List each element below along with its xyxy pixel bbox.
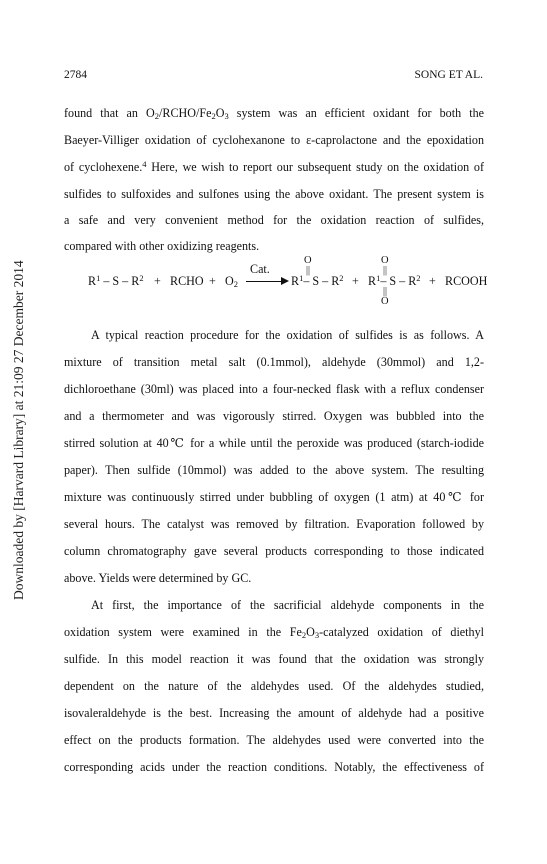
text-line: effect on the products formation. The aldehydes used were converted into the <box>64 733 484 747</box>
text-line: stirred solution at 40℃ for a while until the peroxide was produced (starch-iodide <box>64 436 484 450</box>
text-line: sulfide. In this model reaction it was found that the oxidation was strongly <box>64 652 484 666</box>
sulfone-oxygen-bottom: O <box>381 296 389 307</box>
text-line: compared with other oxidizing reagents. <box>64 239 260 253</box>
download-watermark: Downloaded by [Harvard Library] at 21:09 27 December 2014 <box>11 260 26 600</box>
catalyst-label: Cat. <box>250 262 270 276</box>
text-line: dependent on the nature of the aldehydes used. Of the aldehydes studied, <box>64 679 484 693</box>
text-line: found that an $O_2/RCHO/Fe_2O_3$ system was an efficient oxidant for both the <box>64 106 484 121</box>
text-line: oxidation system were examined in the $Fe_2O_3$-catalyzed oxidation of diethyl <box>64 625 484 640</box>
text-line: above. Yields were determined by GC. <box>64 571 252 585</box>
double-bond: || <box>383 286 388 297</box>
product-sulfone: $R^1-$ S – $R^2$ <box>368 273 421 288</box>
reaction-equation <box>88 254 508 310</box>
text-line: Baeyer-Villiger oxidation of cyclohexanone to ε-caprolactone and the epoxidation <box>64 133 484 147</box>
product-sulfoxide: $R^1-$ S – $R^2$ <box>291 273 344 288</box>
sulfone-oxygen-top: O <box>381 255 389 266</box>
text-line: column chromatography gave several products corresponding to those indicated <box>64 544 484 558</box>
running-head: SONG ET AL. <box>414 69 483 81</box>
text-line: and a thermometer and was vigorously stirred. Oxygen was bubbled into the <box>64 409 484 423</box>
reactant-oxygen: $O_2$ <box>225 274 238 289</box>
text-line: At first, the importance of the sacrificial aldehyde components in the <box>91 598 484 612</box>
reactant-sulfide: $R^1$ – S – $R^2$ <box>88 273 144 288</box>
double-bond: || <box>306 265 311 276</box>
text-line: mixture was continuously stirred under bubbling of oxygen (1 atm) at 40℃ for <box>64 490 484 504</box>
text-line: mixture of transition metal salt (0.1mmol), aldehyde (30mmol) and 1,2- <box>64 355 484 369</box>
text-line: A typical reaction procedure for the oxidation of sulfides is as follows. A <box>91 328 484 342</box>
text-line: of cyclohexene.$^4$ Here, we wish to report our subsequent study on the oxidation of <box>64 159 485 174</box>
text-line: sulfides to sulfoxides and sulfones using the above oxidant. The present system is <box>64 187 484 201</box>
plus-sign: + <box>352 274 359 288</box>
plus-sign: + <box>429 274 436 288</box>
sulfoxide-oxygen: O <box>304 255 312 266</box>
text-line: paper). Then sulfide (10mmol) was added to the above system. The resulting <box>64 463 484 477</box>
plus-sign: + <box>154 274 161 288</box>
plus-sign: + <box>209 274 216 288</box>
reaction-arrow-icon <box>246 275 290 287</box>
text-line: a safe and very convenient method for the oxidation reaction of sulfides, <box>64 213 484 227</box>
double-bond: || <box>383 265 388 276</box>
text-line: corresponding acids under the reaction conditions. Notably, the effectiveness of <box>64 760 484 774</box>
text-line: isovaleraldehyde is the best. Increasing the amount of aldehyde had a positive <box>64 706 484 720</box>
product-acid: RCOOH <box>445 274 488 288</box>
text-line: several hours. The catalyst was removed by filtration. Evaporation followed by <box>64 517 484 531</box>
reactant-aldehyde: RCHO <box>170 274 204 288</box>
text-line: dichloroethane (30ml) was placed into a four-necked flask with a reflux condenser <box>64 382 484 396</box>
page-number: 2784 <box>64 69 87 81</box>
